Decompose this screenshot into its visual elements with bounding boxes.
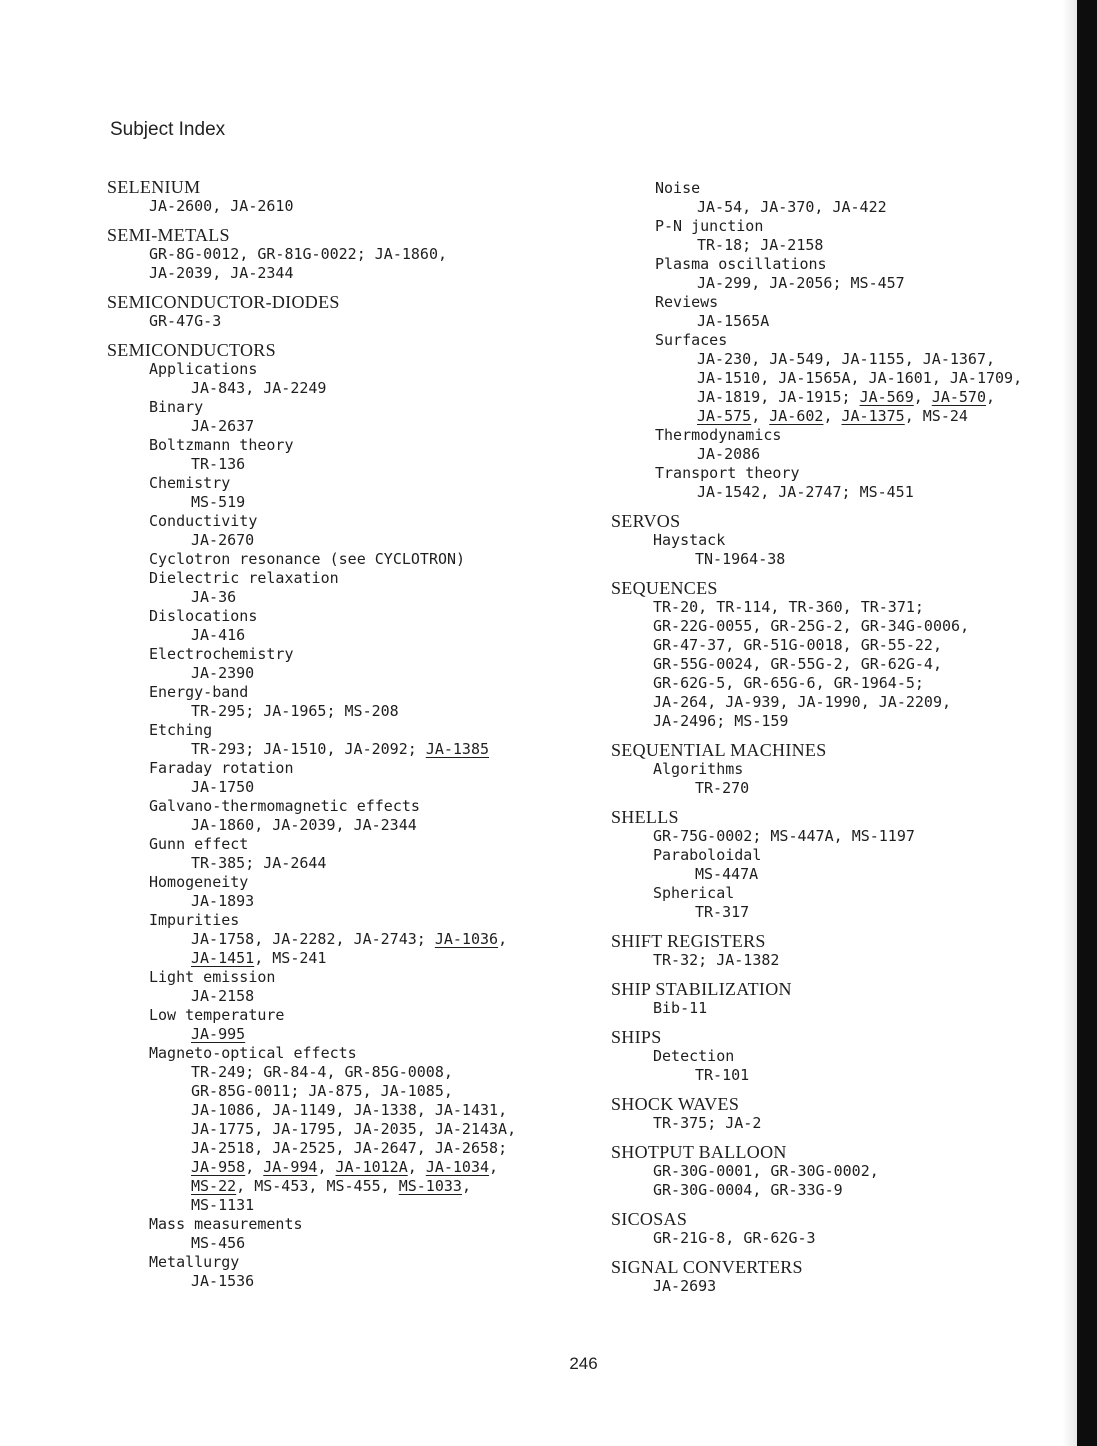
- subentry: [611, 255, 1081, 293]
- reference-line: JA-264, JA-939, JA-1990, JA-2209,: [653, 693, 952, 711]
- reference-line: TR-375; JA-2: [653, 1114, 762, 1132]
- reference-line: TR-317: [695, 903, 750, 921]
- index-entry: [611, 741, 1081, 798]
- index-entry: [611, 1258, 1081, 1296]
- reference-line: JA-2158: [191, 987, 255, 1005]
- subentry-label: Homogeneity: [149, 873, 249, 891]
- index-term: SIGNAL CONVERTERS: [611, 1257, 803, 1277]
- reference-line: GR-47G-3: [149, 312, 222, 330]
- reference-line: MS-456: [191, 1234, 246, 1252]
- subentry-label: Algorithms: [653, 760, 744, 778]
- subentry-label: Metallurgy: [149, 1253, 240, 1271]
- subentry-label: Dislocations: [149, 607, 258, 625]
- subentry: [611, 426, 1081, 464]
- reference-line: JA-1565A: [697, 312, 770, 330]
- subentry-label: P-N junction: [655, 217, 764, 235]
- subentry: [107, 683, 577, 721]
- subentry: [611, 1047, 1081, 1085]
- reference-line: TN-1964-38: [695, 550, 786, 568]
- index-entry: [107, 178, 577, 216]
- reference-line: GR-30G-0001, GR-30G-0002,: [653, 1162, 879, 1180]
- reference-line: JA-416: [191, 626, 246, 644]
- subentry-label: Energy-band: [149, 683, 249, 701]
- subentry: [107, 436, 577, 474]
- index-entry: [611, 1095, 1081, 1133]
- index-entry: [611, 579, 1081, 731]
- index-entry: [611, 808, 1081, 922]
- index-entry: [107, 226, 577, 283]
- index-entry: [611, 1028, 1081, 1085]
- reference-line: JA-1750: [191, 778, 255, 796]
- subentry-label: Faraday rotation: [149, 759, 294, 777]
- index-term: SHOCK WAVES: [611, 1094, 740, 1114]
- index-entry: [107, 293, 577, 331]
- reference-line: JA-1860, JA-2039, JA-2344: [191, 816, 417, 834]
- subentry: [611, 531, 1081, 569]
- subentry-label: Transport theory: [655, 464, 800, 482]
- reference-line: JA-2039, JA-2344: [149, 264, 294, 282]
- reference-line: JA-843, JA-2249: [191, 379, 327, 397]
- subentry: [107, 1253, 577, 1291]
- reference-line: JA-1819, JA-1915; JA-569, JA-570,: [697, 388, 996, 406]
- reference-line: JA-2518, JA-2525, JA-2647, JA-2658;: [191, 1139, 508, 1157]
- reference-line: GR-22G-0055, GR-25G-2, GR-34G-0006,: [653, 617, 970, 635]
- index-term: SHIFT REGISTERS: [611, 931, 766, 951]
- reference-line: JA-36: [191, 588, 237, 606]
- subentry: [107, 721, 577, 759]
- subentry: [611, 760, 1081, 798]
- subentry: [107, 968, 577, 1006]
- index-entry: [611, 932, 1081, 970]
- subentry-label: Detection: [653, 1047, 735, 1065]
- reference-line: GR-75G-0002; MS-447A, MS-1197: [653, 827, 915, 845]
- reference-line: JA-2600, JA-2610: [149, 197, 294, 215]
- reference-line: GR-8G-0012, GR-81G-0022; JA-1860,: [149, 245, 448, 263]
- reference-line: GR-47-37, GR-51G-0018, GR-55-22,: [653, 636, 942, 654]
- subentry-label: Surfaces: [655, 331, 728, 349]
- index-term: SEMI-METALS: [107, 225, 230, 245]
- subentry: [107, 759, 577, 797]
- index-term: SICOSAS: [611, 1209, 688, 1229]
- subentry: [107, 550, 577, 569]
- subentry: [107, 1215, 577, 1253]
- page-number: 246: [569, 1354, 598, 1373]
- subentry-label: Conductivity: [149, 512, 258, 530]
- reference-line: JA-54, JA-370, JA-422: [697, 198, 887, 216]
- reference-line: GR-21G-8, GR-62G-3: [653, 1229, 816, 1247]
- subentry: [107, 835, 577, 873]
- index-entry: [611, 1210, 1081, 1248]
- reference-line: TR-32; JA-1382: [653, 951, 780, 969]
- subentry: [107, 474, 577, 512]
- subentry-label: Haystack: [653, 531, 726, 549]
- subentry-label: Dielectric relaxation: [149, 569, 339, 587]
- reference-line: TR-101: [695, 1066, 750, 1084]
- subentry-label: Chemistry: [149, 474, 231, 492]
- subentry: [611, 179, 1081, 217]
- index-term: SEMICONDUCTOR-DIODES: [107, 292, 340, 312]
- subentry-label: Boltzmann theory: [149, 436, 294, 454]
- reference-line: MS-447A: [695, 865, 759, 883]
- subentry-label: Impurities: [149, 911, 240, 929]
- reference-line: TR-249; GR-84-4, GR-85G-0008,: [191, 1063, 453, 1081]
- reference-line: GR-30G-0004, GR-33G-9: [653, 1181, 843, 1199]
- subentry-label: Binary: [149, 398, 204, 416]
- reference-line: JA-1542, JA-2747; MS-451: [697, 483, 914, 501]
- index-entry: [611, 1143, 1081, 1200]
- index-term: SEQUENTIAL MACHINES: [611, 740, 827, 760]
- subentry-label: Thermodynamics: [655, 426, 782, 444]
- subentry-label: Low temperature: [149, 1006, 285, 1024]
- subentry-label: Applications: [149, 360, 258, 378]
- reference-line: JA-1775, JA-1795, JA-2035, JA-2143A,: [191, 1120, 517, 1138]
- subentry: [107, 645, 577, 683]
- reference-line: GR-85G-0011; JA-875, JA-1085,: [191, 1082, 453, 1100]
- index-term: SHIPS: [611, 1027, 662, 1047]
- subentry-label: Plasma oscillations: [655, 255, 827, 273]
- reference-line: JA-2390: [191, 664, 255, 682]
- reference-line: JA-1536: [191, 1272, 255, 1290]
- subentry: [611, 331, 1081, 426]
- reference-line: JA-995: [191, 1025, 246, 1043]
- subentry: [107, 569, 577, 607]
- index-term: SHIP STABILIZATION: [611, 979, 792, 999]
- subentry-label: Electrochemistry: [149, 645, 294, 663]
- reference-line: JA-2693: [653, 1277, 717, 1295]
- index-entry: [107, 341, 577, 1291]
- page-header: Subject Index: [110, 119, 226, 140]
- subentry-label: Paraboloidal: [653, 846, 762, 864]
- index-entry: [611, 512, 1081, 569]
- reference-line: Bib-11: [653, 999, 708, 1017]
- subentry: [107, 1006, 577, 1044]
- subentry: [107, 1044, 577, 1215]
- subentry-label: Etching: [149, 721, 213, 739]
- subentry: [611, 464, 1081, 502]
- page-number-container: [0, 1354, 1097, 1374]
- reference-line: JA-2670: [191, 531, 255, 549]
- reference-line: TR-20, TR-114, TR-360, TR-371;: [653, 598, 924, 616]
- subentry: [107, 398, 577, 436]
- subentry-label: Galvano-thermomagnetic effects: [149, 797, 420, 815]
- reference-line: JA-1086, JA-1149, JA-1338, JA-1431,: [191, 1101, 508, 1119]
- reference-line: JA-299, JA-2056; MS-457: [697, 274, 905, 292]
- subentry-label: Reviews: [655, 293, 719, 311]
- reference-line: TR-136: [191, 455, 246, 473]
- reference-line: MS-1131: [191, 1196, 255, 1214]
- subentry-label: Cyclotron resonance (see CYCLOTRON): [149, 550, 466, 568]
- reference-line: TR-385; JA-2644: [191, 854, 327, 872]
- subentry: [107, 512, 577, 550]
- subentry-label: Mass measurements: [149, 1215, 303, 1233]
- reference-line: TR-295; JA-1965; MS-208: [191, 702, 399, 720]
- index-term: SEQUENCES: [611, 578, 718, 598]
- subentry: [611, 884, 1081, 922]
- reference-line: JA-2496; MS-159: [653, 712, 789, 730]
- reference-line: JA-1893: [191, 892, 255, 910]
- right-column: [611, 179, 1081, 1306]
- left-column: [107, 178, 577, 1301]
- reference-line: MS-519: [191, 493, 246, 511]
- subentry: [611, 846, 1081, 884]
- reference-line: JA-575, JA-602, JA-1375, MS-24: [697, 407, 968, 425]
- reference-line: GR-55G-0024, GR-55G-2, GR-62G-4,: [653, 655, 942, 673]
- subentry: [107, 873, 577, 911]
- reference-line: GR-62G-5, GR-65G-6, GR-1964-5;: [653, 674, 924, 692]
- reference-line: TR-18; JA-2158: [697, 236, 824, 254]
- reference-line: JA-2086: [697, 445, 761, 463]
- index-entry: [611, 980, 1081, 1018]
- index-term: SELENIUM: [107, 177, 201, 197]
- reference-line: JA-1451, MS-241: [191, 949, 327, 967]
- subentry-label: Noise: [655, 179, 701, 197]
- subentry-label: Gunn effect: [149, 835, 249, 853]
- reference-line: JA-1510, JA-1565A, JA-1601, JA-1709,: [697, 369, 1023, 387]
- reference-line: TR-293; JA-1510, JA-2092; JA-1385: [191, 740, 490, 758]
- index-term: SHOTPUT BALLOON: [611, 1142, 787, 1162]
- subentry: [611, 293, 1081, 331]
- reference-line: JA-1758, JA-2282, JA-2743; JA-1036,: [191, 930, 508, 948]
- reference-line: JA-958, JA-994, JA-1012A, JA-1034,: [191, 1158, 499, 1176]
- reference-line: JA-230, JA-549, JA-1155, JA-1367,: [697, 350, 996, 368]
- index-term: SHELLS: [611, 807, 679, 827]
- subentry: [107, 360, 577, 398]
- subentry: [107, 607, 577, 645]
- subentry: [107, 911, 577, 968]
- index-term: SEMICONDUCTORS: [107, 340, 276, 360]
- index-term: SERVOS: [611, 511, 681, 531]
- subentry-label: Light emission: [149, 968, 276, 986]
- subentry: [107, 797, 577, 835]
- reference-line: JA-2637: [191, 417, 255, 435]
- subentry-label: Spherical: [653, 884, 735, 902]
- reference-line: TR-270: [695, 779, 750, 797]
- index-entry: [611, 179, 1081, 502]
- subentry: [611, 217, 1081, 255]
- reference-line: MS-22, MS-453, MS-455, MS-1033,: [191, 1177, 471, 1195]
- subentry-label: Magneto-optical effects: [149, 1044, 357, 1062]
